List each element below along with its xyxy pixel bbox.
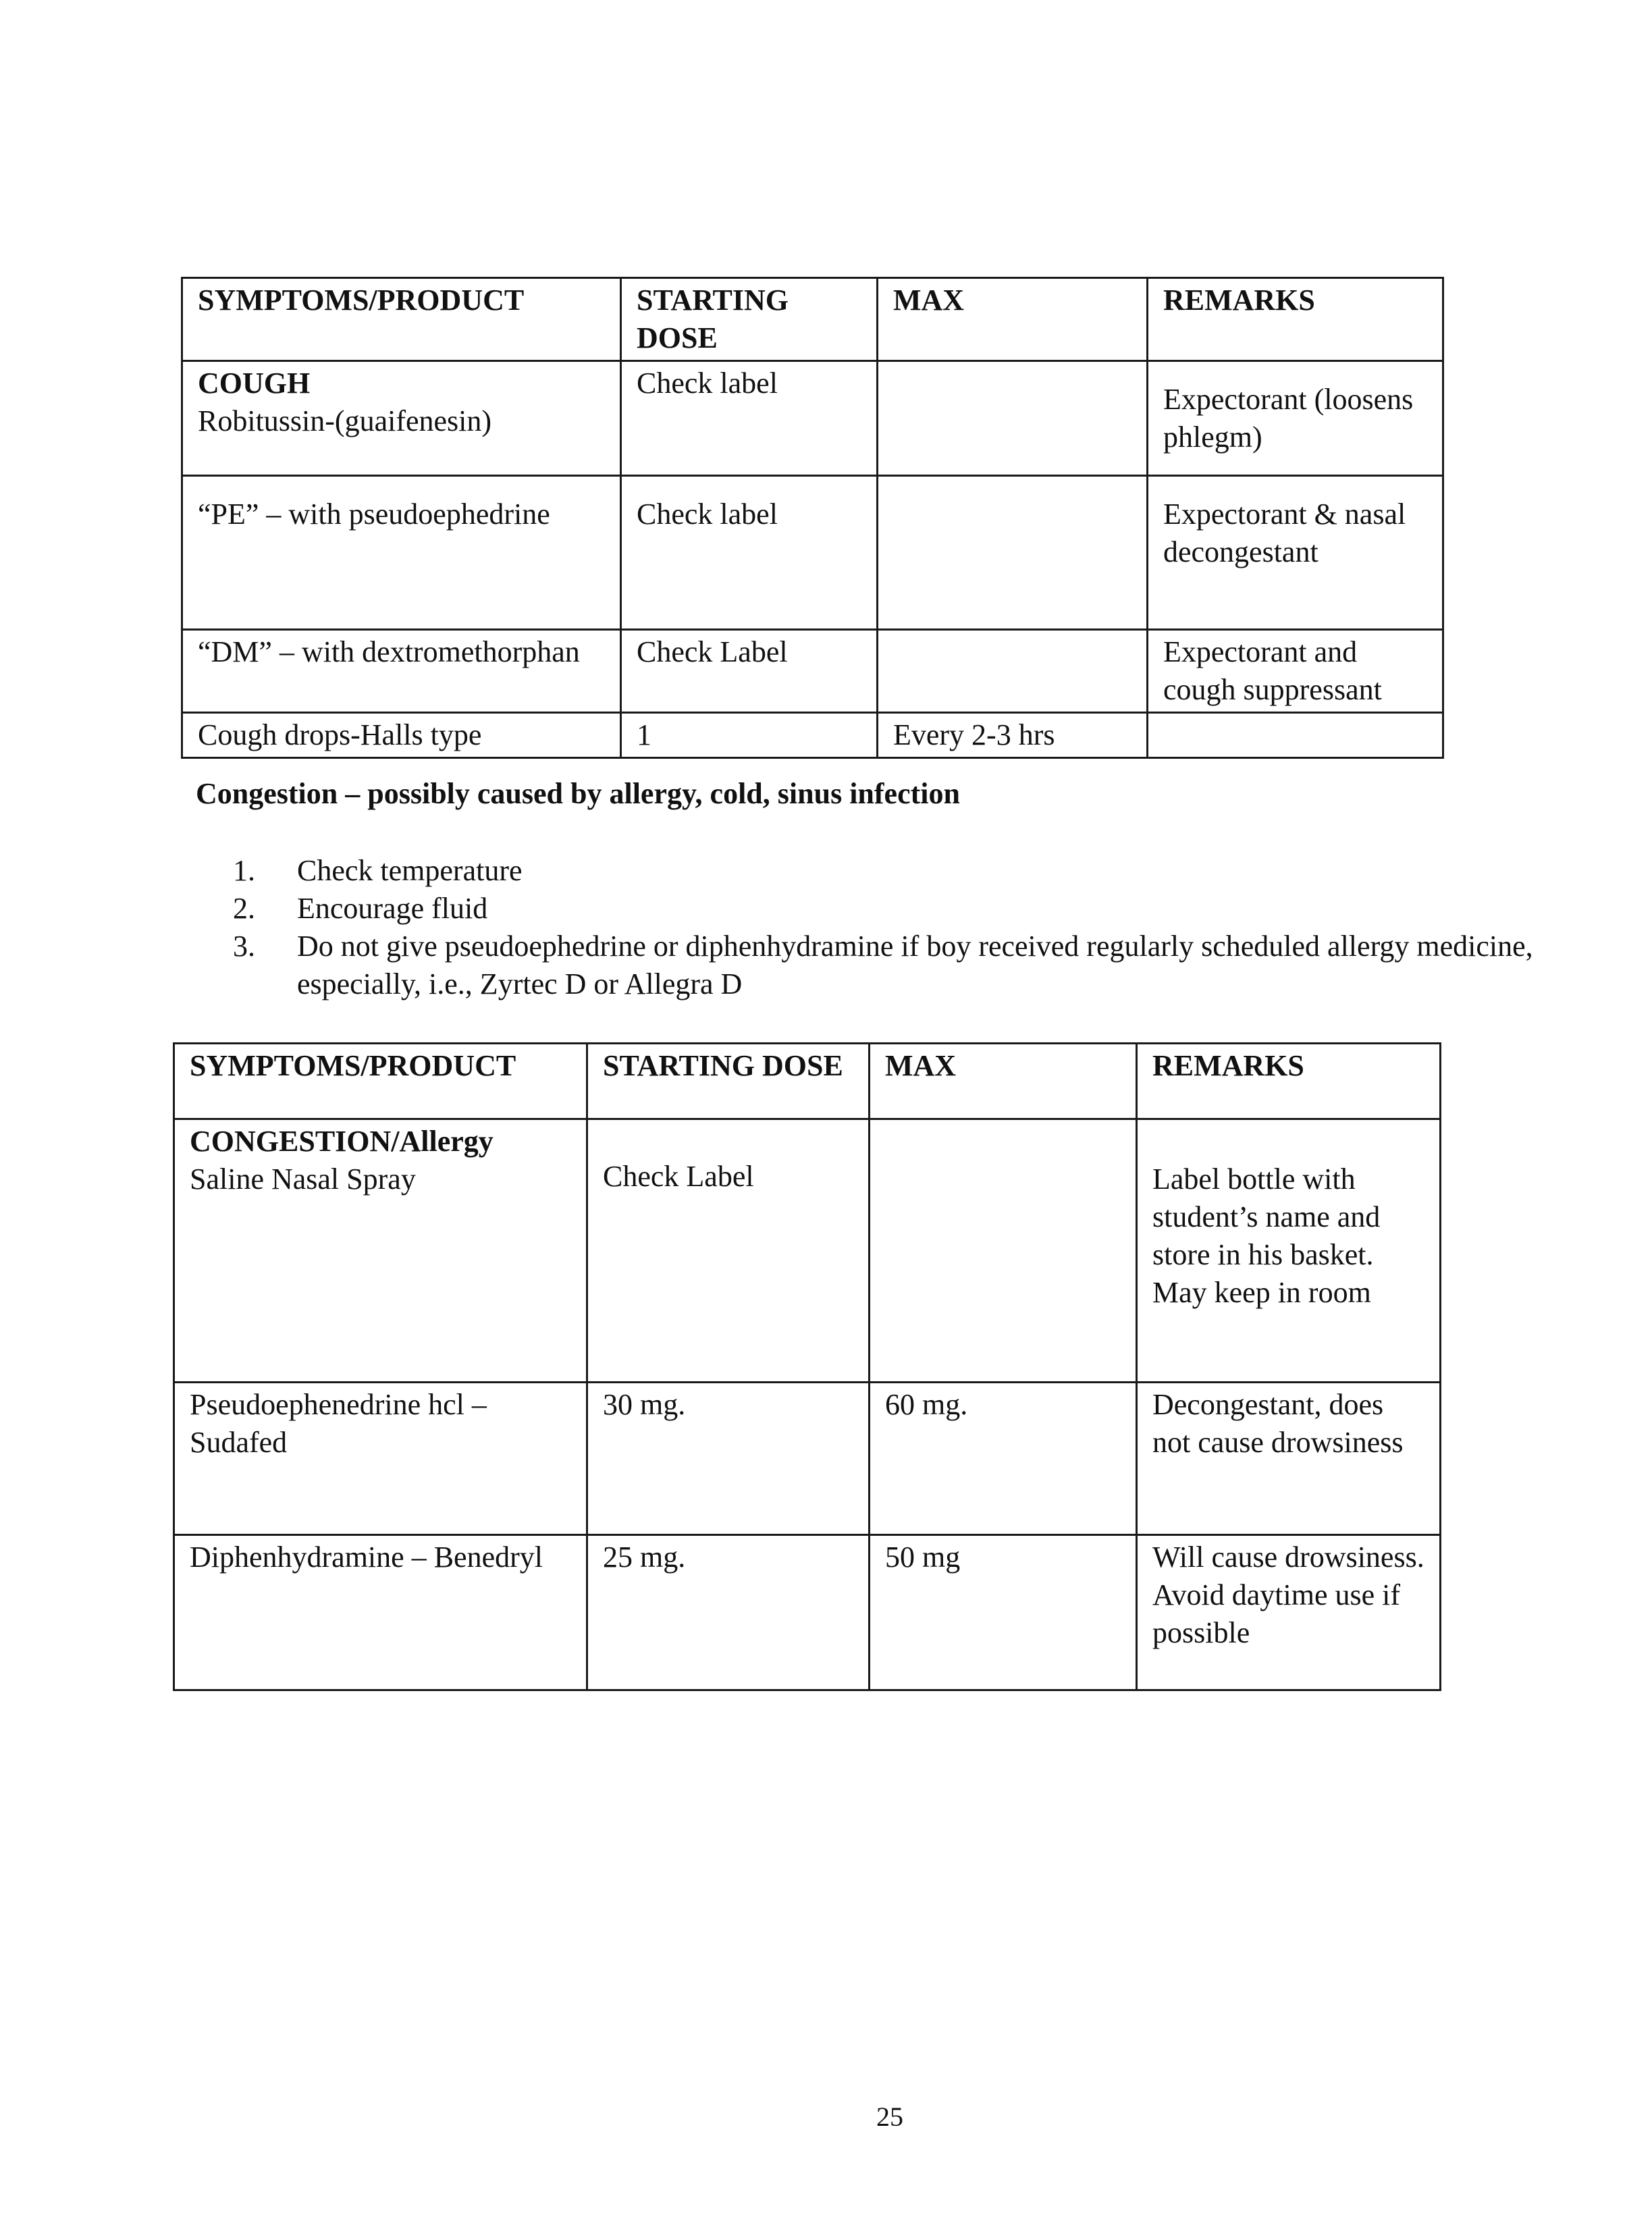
table-header-row <box>182 278 1443 361</box>
list-number: 2. <box>233 892 255 925</box>
max-cell <box>870 1119 1137 1383</box>
column-header-symptoms: SYMPTOMS/PRODUCT <box>174 1044 587 1119</box>
max-cell <box>878 476 1148 630</box>
product-cell <box>174 1119 587 1383</box>
table-row <box>182 361 1443 476</box>
table-row <box>174 1535 1441 1690</box>
remarks-cell: Expectorant & nasal decongestant <box>1148 476 1443 630</box>
category-label: CONGESTION/Allergy <box>190 1125 494 1158</box>
max-cell: 60 mg. <box>870 1383 1137 1535</box>
table-row <box>182 630 1443 713</box>
list-item <box>233 890 1543 928</box>
product-cell: “DM” – with dextromethorphan <box>182 630 621 713</box>
product-cell: Diphenhydramine – Benedryl <box>174 1535 587 1690</box>
remarks-cell <box>1148 713 1443 758</box>
column-header-max: MAX <box>870 1044 1137 1119</box>
max-cell <box>878 361 1148 476</box>
instruction-list <box>233 852 1543 1003</box>
dose-cell: Check Label <box>587 1119 870 1383</box>
table-header-row <box>174 1044 1441 1119</box>
list-item <box>233 852 1543 890</box>
cough-table <box>181 277 1444 759</box>
product-name: Robitussin-(guaifenesin) <box>198 404 492 437</box>
section-heading: Congestion – possibly caused by allergy, cold, sinus infection <box>196 777 960 810</box>
remarks-cell: Expectorant and cough suppressant <box>1148 630 1443 713</box>
max-cell <box>878 630 1148 713</box>
remarks-cell: Decongestant, does not cause drowsiness <box>1137 1383 1441 1535</box>
column-header-symptoms: SYMPTOMS/PRODUCT <box>182 278 621 361</box>
category-label: COUGH <box>198 367 311 400</box>
dose-cell: Check Label <box>621 630 878 713</box>
dose-cell: 25 mg. <box>587 1535 870 1690</box>
dose-cell: Check label <box>621 476 878 630</box>
remarks-cell: Label bottle with student’s name and store in his basket. May keep in room <box>1137 1119 1441 1383</box>
dose-cell: Check label <box>621 361 878 476</box>
column-header-starting-dose: STARTING DOSE <box>621 278 878 361</box>
page-number: 25 <box>876 2102 903 2132</box>
remarks-cell: Expectorant (loosens phlegm) <box>1148 361 1443 476</box>
product-cell: Pseudoephenedrine hcl – Sudafed <box>174 1383 587 1535</box>
product-name: Saline Nasal Spray <box>190 1162 416 1196</box>
remarks-cell: Will cause drowsiness. Avoid daytime use if possible <box>1137 1535 1441 1690</box>
table-row <box>174 1119 1441 1383</box>
product-cell: “PE” – with pseudoephedrine <box>182 476 621 630</box>
dose-cell: 30 mg. <box>587 1383 870 1535</box>
max-cell: 50 mg <box>870 1535 1137 1690</box>
column-header-remarks: REMARKS <box>1137 1044 1441 1119</box>
max-cell: Every 2-3 hrs <box>878 713 1148 758</box>
column-header-remarks: REMARKS <box>1148 278 1443 361</box>
list-number: 1. <box>233 854 255 887</box>
list-item <box>233 928 1543 1003</box>
congestion-table <box>173 1042 1441 1691</box>
product-cell <box>182 361 621 476</box>
list-text: Do not give pseudoephedrine or diphenhydramine if boy received regularly scheduled allergy medicine, especially, i.e., Zyrtec D or Allegra D <box>297 930 1533 1000</box>
dose-cell: 1 <box>621 713 878 758</box>
product-cell: Cough drops-Halls type <box>182 713 621 758</box>
list-text: Check temperature <box>297 854 523 887</box>
list-text: Encourage fluid <box>297 892 488 925</box>
column-header-starting-dose: STARTING DOSE <box>587 1044 870 1119</box>
list-number: 3. <box>233 930 255 963</box>
column-header-max: MAX <box>878 278 1148 361</box>
table-row <box>182 713 1443 758</box>
table-row <box>182 476 1443 630</box>
table-row <box>174 1383 1441 1535</box>
